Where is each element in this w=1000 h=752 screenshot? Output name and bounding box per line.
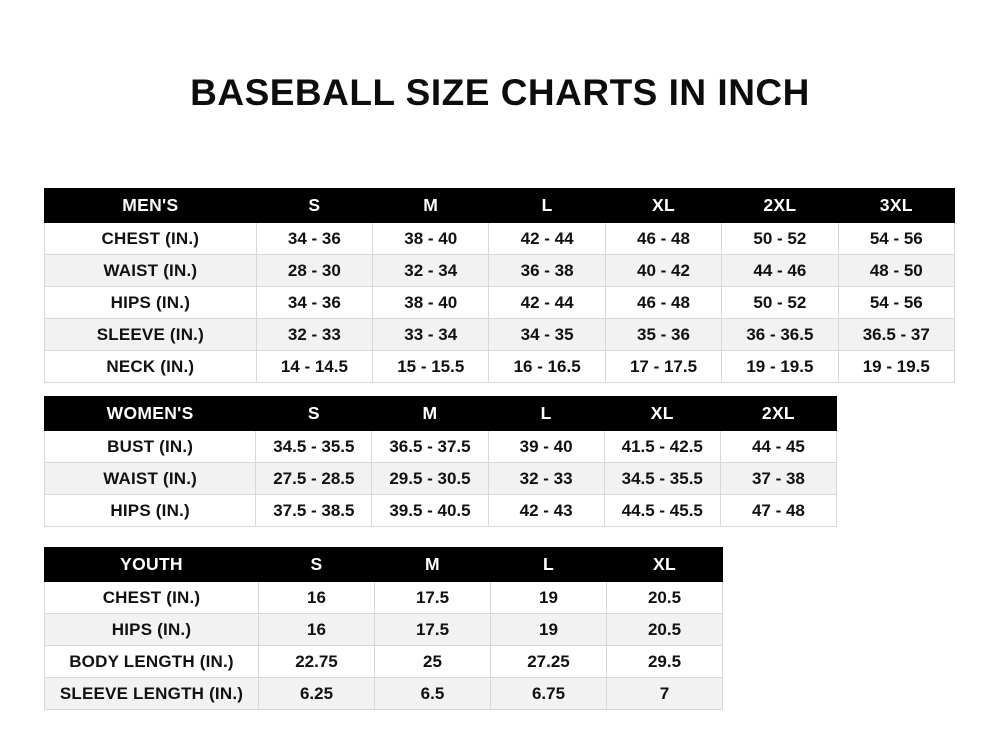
table-row (45, 431, 837, 463)
table-cell: 46 - 48 (605, 223, 721, 255)
table-cell: 48 - 50 (838, 255, 954, 287)
column-header: XL (605, 189, 721, 223)
table-cell: 34 - 36 (256, 223, 372, 255)
column-header: M (375, 548, 491, 582)
table-cell: 19 - 19.5 (722, 351, 838, 383)
table-cell: 36.5 - 37 (838, 319, 954, 351)
table-cell: 27.25 (491, 646, 607, 678)
table-row (45, 463, 837, 495)
table-cell: 42 - 44 (489, 287, 605, 319)
table-row (45, 614, 723, 646)
table-cell: 15 - 15.5 (373, 351, 489, 383)
row-label: WAIST (IN.) (45, 463, 256, 495)
table-cell: 39.5 - 40.5 (372, 495, 488, 527)
page-title: BASEBALL SIZE CHARTS IN INCH (190, 72, 810, 113)
table-cell: 29.5 (607, 646, 723, 678)
table-cell: 22.75 (259, 646, 375, 678)
youth-size-chart (44, 547, 723, 710)
table-cell: 6.5 (375, 678, 491, 710)
table-cell: 36 - 38 (489, 255, 605, 287)
table-cell: 32 - 34 (373, 255, 489, 287)
row-label: HIPS (IN.) (45, 614, 259, 646)
table-cell: 47 - 48 (720, 495, 836, 527)
table-cell: 42 - 44 (489, 223, 605, 255)
column-header: 3XL (838, 189, 954, 223)
row-label: NECK (IN.) (45, 351, 257, 383)
table-cell: 6.75 (491, 678, 607, 710)
table-cell: 27.5 - 28.5 (256, 463, 372, 495)
table-cell: 17 - 17.5 (605, 351, 721, 383)
mens-size-chart (44, 188, 955, 383)
table-cell: 36 - 36.5 (722, 319, 838, 351)
table-cell: 16 (259, 614, 375, 646)
table-cell: 29.5 - 30.5 (372, 463, 488, 495)
column-header: M (373, 189, 489, 223)
column-header: 2XL (722, 189, 838, 223)
table-cell: 44.5 - 45.5 (604, 495, 720, 527)
row-label: SLEEVE (IN.) (45, 319, 257, 351)
table-cell: 32 - 33 (256, 319, 372, 351)
table-cell: 25 (375, 646, 491, 678)
table-cell: 34.5 - 35.5 (256, 431, 372, 463)
table-cell: 39 - 40 (488, 431, 604, 463)
table-cell: 14 - 14.5 (256, 351, 372, 383)
table-cell: 54 - 56 (838, 223, 954, 255)
table-cell: 50 - 52 (722, 223, 838, 255)
table-cell: 44 - 46 (722, 255, 838, 287)
table-cell: 38 - 40 (373, 287, 489, 319)
table-cell: 38 - 40 (373, 223, 489, 255)
column-header: L (488, 397, 604, 431)
column-header: XL (604, 397, 720, 431)
table-cell: 34 - 35 (489, 319, 605, 351)
column-header: 2XL (720, 397, 836, 431)
row-label: CHEST (IN.) (45, 223, 257, 255)
table-row (45, 646, 723, 678)
row-label: BODY LENGTH (IN.) (45, 646, 259, 678)
table-cell: 7 (607, 678, 723, 710)
column-header: L (489, 189, 605, 223)
row-label: CHEST (IN.) (45, 582, 259, 614)
column-header: XL (607, 548, 723, 582)
table-cell: 37.5 - 38.5 (256, 495, 372, 527)
table-cell: 46 - 48 (605, 287, 721, 319)
row-label: HIPS (IN.) (45, 495, 256, 527)
table-cell: 34 - 36 (256, 287, 372, 319)
table-cell: 19 (491, 582, 607, 614)
table-cell: 44 - 45 (720, 431, 836, 463)
column-header: S (256, 189, 372, 223)
table-cell: 35 - 36 (605, 319, 721, 351)
table-cell: 40 - 42 (605, 255, 721, 287)
column-header: YOUTH (45, 548, 259, 582)
row-label: WAIST (IN.) (45, 255, 257, 287)
row-label: HIPS (IN.) (45, 287, 257, 319)
table-header-row (45, 397, 837, 431)
table-row (45, 495, 837, 527)
table-cell: 17.5 (375, 582, 491, 614)
table-cell: 42 - 43 (488, 495, 604, 527)
table-cell: 41.5 - 42.5 (604, 431, 720, 463)
table-header-row (45, 548, 723, 582)
table-cell: 19 (491, 614, 607, 646)
table-cell: 16 (259, 582, 375, 614)
table-row (45, 319, 955, 351)
column-header: S (259, 548, 375, 582)
column-header: WOMEN'S (45, 397, 256, 431)
row-label: BUST (IN.) (45, 431, 256, 463)
column-header: S (256, 397, 372, 431)
table-cell: 20.5 (607, 614, 723, 646)
womens-size-chart (44, 396, 837, 527)
table-header-row (45, 189, 955, 223)
table-row (45, 287, 955, 319)
column-header: L (491, 548, 607, 582)
table-row (45, 582, 723, 614)
table-cell: 32 - 33 (488, 463, 604, 495)
table-cell: 17.5 (375, 614, 491, 646)
table-cell: 37 - 38 (720, 463, 836, 495)
row-label: SLEEVE LENGTH (IN.) (45, 678, 259, 710)
table-cell: 16 - 16.5 (489, 351, 605, 383)
table-cell: 50 - 52 (722, 287, 838, 319)
table-cell: 20.5 (607, 582, 723, 614)
table-cell: 34.5 - 35.5 (604, 463, 720, 495)
column-header: M (372, 397, 488, 431)
table-cell: 19 - 19.5 (838, 351, 954, 383)
table-row (45, 351, 955, 383)
table-row (45, 223, 955, 255)
table-cell: 54 - 56 (838, 287, 954, 319)
table-row (45, 678, 723, 710)
table-cell: 33 - 34 (373, 319, 489, 351)
column-header: MEN'S (45, 189, 257, 223)
table-cell: 28 - 30 (256, 255, 372, 287)
table-cell: 36.5 - 37.5 (372, 431, 488, 463)
table-row (45, 255, 955, 287)
table-cell: 6.25 (259, 678, 375, 710)
